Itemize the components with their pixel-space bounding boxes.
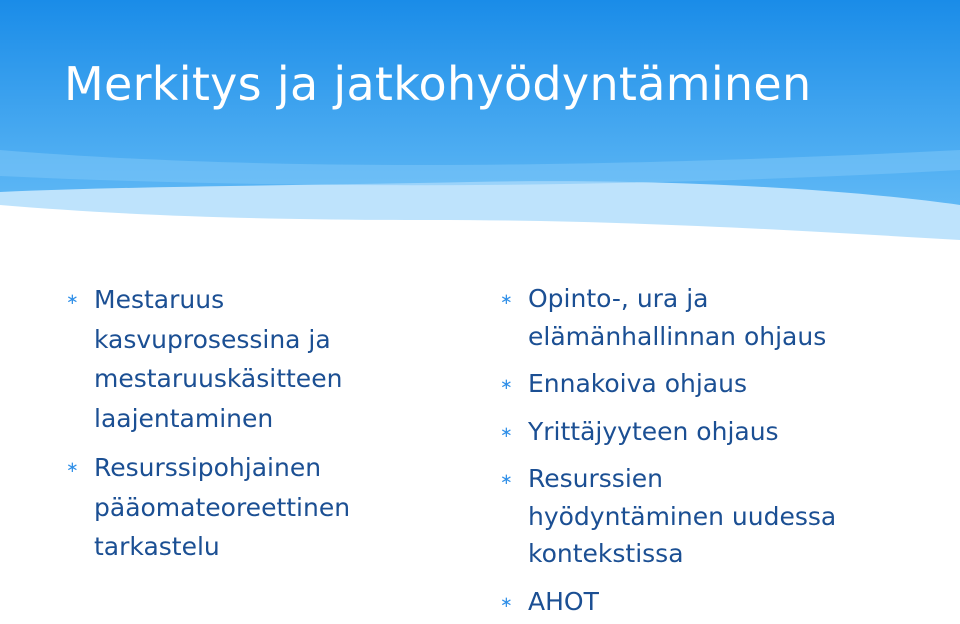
slide-title: Merkitys ja jatkohyödyntäminen (64, 57, 812, 111)
bullet-text-line: pääomateoreettinen (94, 492, 351, 522)
asterisk-bullet-icon: ∗ (66, 290, 79, 308)
bullet-text-line: Mestaruus (94, 285, 225, 314)
asterisk-bullet-icon: ∗ (66, 458, 79, 476)
right-bullet-item-3 (498, 413, 948, 451)
bullet-text-line: hyödyntäminen uudessa (528, 501, 837, 531)
bullet-text-line: mestaruuskäsitteen (94, 364, 343, 393)
bullet-text-line: Resurssipohjainen (94, 453, 322, 482)
right-bullet-item-1 (498, 280, 948, 355)
right-bullet-item-4 (498, 460, 948, 573)
bullet-text-line: Ennakoiva ohjaus (528, 369, 747, 398)
right-bullet-item-2 (498, 365, 948, 403)
asterisk-bullet-icon: ∗ (500, 375, 513, 393)
left-bullet-item-1 (64, 280, 404, 438)
bullet-text-line: kontekstissa (528, 539, 684, 568)
asterisk-bullet-icon: ∗ (500, 290, 513, 308)
bullet-text-line: kasvuprosessina ja (94, 324, 331, 354)
bullet-text-line: AHOT (528, 586, 599, 616)
bullet-text-line: Resurssien (528, 464, 663, 493)
right-bullet-list (498, 280, 948, 624)
header-band (0, 0, 960, 260)
bullet-text-line: laajentaminen (94, 403, 274, 433)
bullet-text-line: Yrittäjyyteen ohjaus (528, 416, 779, 446)
asterisk-bullet-icon: ∗ (500, 592, 513, 611)
left-bullet-list (64, 280, 404, 577)
asterisk-bullet-icon: ∗ (500, 422, 513, 441)
bullet-text-line: tarkastelu (94, 532, 220, 561)
asterisk-bullet-icon: ∗ (500, 470, 513, 488)
bullet-text-line: elämänhallinnan ohjaus (528, 321, 827, 351)
right-bullet-item-5 (498, 583, 948, 621)
bullet-text-line: Opinto-, ura ja (528, 284, 709, 313)
left-bullet-item-2 (64, 448, 404, 567)
